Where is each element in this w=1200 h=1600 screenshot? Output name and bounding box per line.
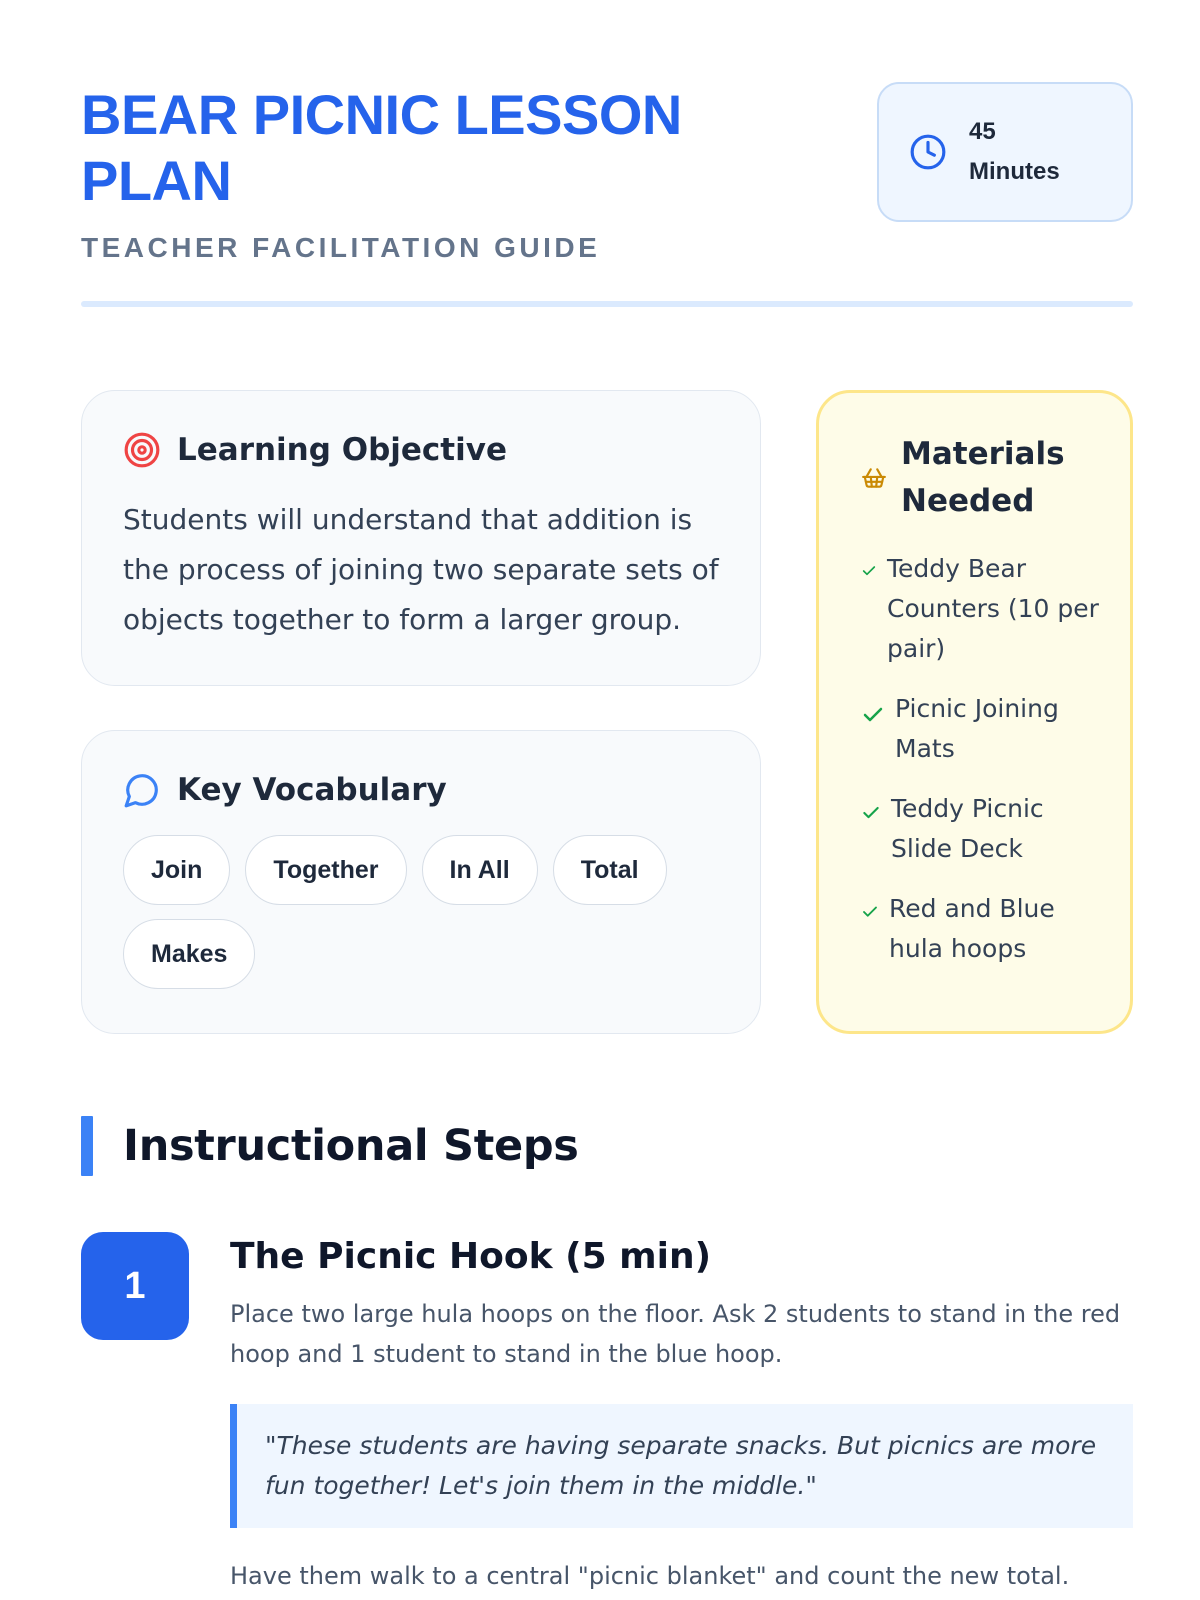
check-icon <box>861 903 879 921</box>
materials-card <box>816 390 1133 1034</box>
material-label: Picnic Joining Mats <box>895 694 1059 763</box>
check-icon <box>861 803 881 823</box>
list-item <box>861 889 1110 969</box>
list-item <box>861 549 1110 669</box>
page-subtitle: TEACHER FACILITATION GUIDE <box>81 232 601 263</box>
duration-value: 45 <box>969 118 996 145</box>
key-vocabulary-card <box>81 730 761 1034</box>
step-description: Place two large hula hoops on the floor. Ask 2 students to stand in the red hoop and 1 student to stand in the blue hoop. <box>230 1300 1121 1368</box>
list-item <box>861 789 1110 869</box>
objective-text: Students will understand that addition is the process of joining two separate sets of objects together to form a larger group. <box>123 503 719 636</box>
speech-bubble-icon <box>123 771 161 809</box>
clock-icon <box>909 133 947 171</box>
vocab-pill: Makes <box>123 919 255 989</box>
objective-title: Learning Objective <box>177 432 507 468</box>
materials-list <box>861 549 1110 969</box>
material-label: Teddy Picnic Slide Deck <box>891 794 1044 863</box>
vocab-pill: Together <box>245 835 406 905</box>
section-title: Instructional Steps <box>123 1121 579 1171</box>
vocabulary-title: Key Vocabulary <box>177 772 447 808</box>
check-icon <box>861 563 877 579</box>
step-content <box>230 1232 1133 1596</box>
header <box>81 82 1133 264</box>
basket-icon <box>861 465 887 491</box>
vocab-pill: Total <box>553 835 667 905</box>
instructional-steps-heading <box>81 1116 579 1176</box>
material-label: Red and Blue hula hoops <box>889 894 1055 963</box>
target-icon <box>123 431 161 469</box>
duration-badge <box>877 82 1133 222</box>
check-icon <box>861 703 885 727</box>
vocab-pill: In All <box>422 835 538 905</box>
page-title: BEAR PICNIC LESSON PLAN <box>81 83 682 212</box>
vocab-pill: Join <box>123 835 230 905</box>
learning-objective-card <box>81 390 761 686</box>
step-title: The Picnic Hook (5 min) <box>230 1236 712 1277</box>
teacher-script-quote: "These students are having separate snacks. But picnics are more fun together! Let's join them in the middle." <box>230 1404 1133 1528</box>
step-number-badge: 1 <box>81 1232 189 1340</box>
section-accent-bar <box>81 1116 93 1176</box>
material-label: Teddy Bear Counters (10 per pair) <box>887 554 1099 663</box>
materials-title: Materials Needed <box>901 436 1065 519</box>
vocabulary-list <box>123 835 720 989</box>
header-divider <box>81 301 1133 307</box>
step-followup: Have them walk to a central "picnic blanket" and count the new total. <box>230 1562 1070 1590</box>
list-item <box>861 689 1110 769</box>
duration-unit: Minutes <box>969 158 1060 185</box>
